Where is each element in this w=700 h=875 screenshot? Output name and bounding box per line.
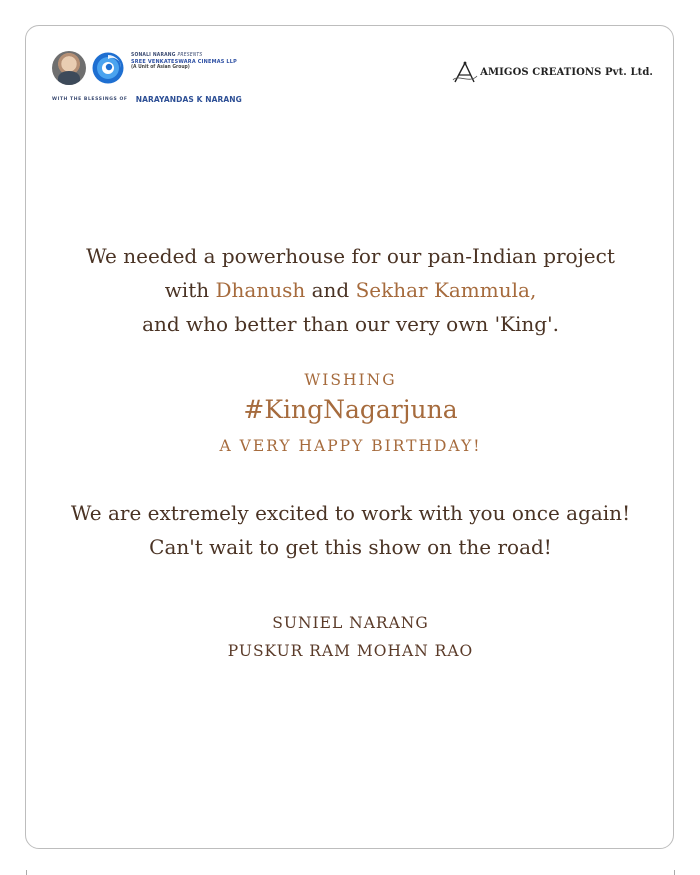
- intro-with: with: [164, 278, 210, 302]
- name-dhanush: Dhanush: [215, 278, 306, 302]
- company-subtitle: (A Unit of Asian Group): [131, 64, 190, 71]
- blessings-prefix: WITH THE BLESSINGS OF: [52, 97, 128, 102]
- amigos-logo: [452, 60, 653, 84]
- excited-line-1: We are extremely excited to work with you once again!: [70, 501, 631, 525]
- signatures: [26, 609, 675, 665]
- presents-word: PRESENTS: [177, 52, 203, 58]
- blessings-line: [52, 89, 242, 108]
- crop-mark-right: [674, 870, 675, 875]
- excited-paragraph: [26, 496, 675, 564]
- signature-2: PUSKUR RAM MOHAN RAO: [227, 642, 474, 660]
- wishing-label: WISHING: [304, 371, 397, 389]
- name-sekhar-kammula: Sekhar Kammula,: [355, 278, 537, 302]
- crop-mark-left: [26, 870, 27, 875]
- amigos-logo-text: AMIGOS CREATIONS Pvt. Ltd.: [480, 66, 653, 78]
- excited-line-2: Can't wait to get this show on the road!: [149, 535, 552, 559]
- company-name: SREE VENKATESWARA CINEMAS LLP: [131, 58, 237, 65]
- hashtag-heading: #KingNagarjuna: [243, 395, 458, 424]
- amigos-a-logo-icon: [452, 60, 478, 84]
- intro-line-1: We needed a powerhouse for our pan-Indian project: [86, 244, 615, 268]
- svc-swirl-logo-icon: [91, 51, 125, 85]
- svc-logo-text: [131, 53, 237, 71]
- intro-paragraph: [26, 239, 675, 341]
- intro-line-2: [26, 273, 675, 307]
- svc-logo-block: [52, 51, 242, 104]
- signature-1: SUNIEL NARANG: [272, 614, 429, 632]
- intro-and: and: [311, 278, 350, 302]
- intro-line-3: and who better than our very own 'King'.: [142, 312, 559, 336]
- poster-card: [25, 25, 674, 849]
- presenter-name: SONALI NARANG: [131, 52, 176, 58]
- blessings-name: NARAYANDAS K NARANG: [135, 95, 242, 104]
- founder-portrait: [52, 51, 86, 85]
- birthday-greeting: A VERY HAPPY BIRTHDAY!: [219, 437, 482, 455]
